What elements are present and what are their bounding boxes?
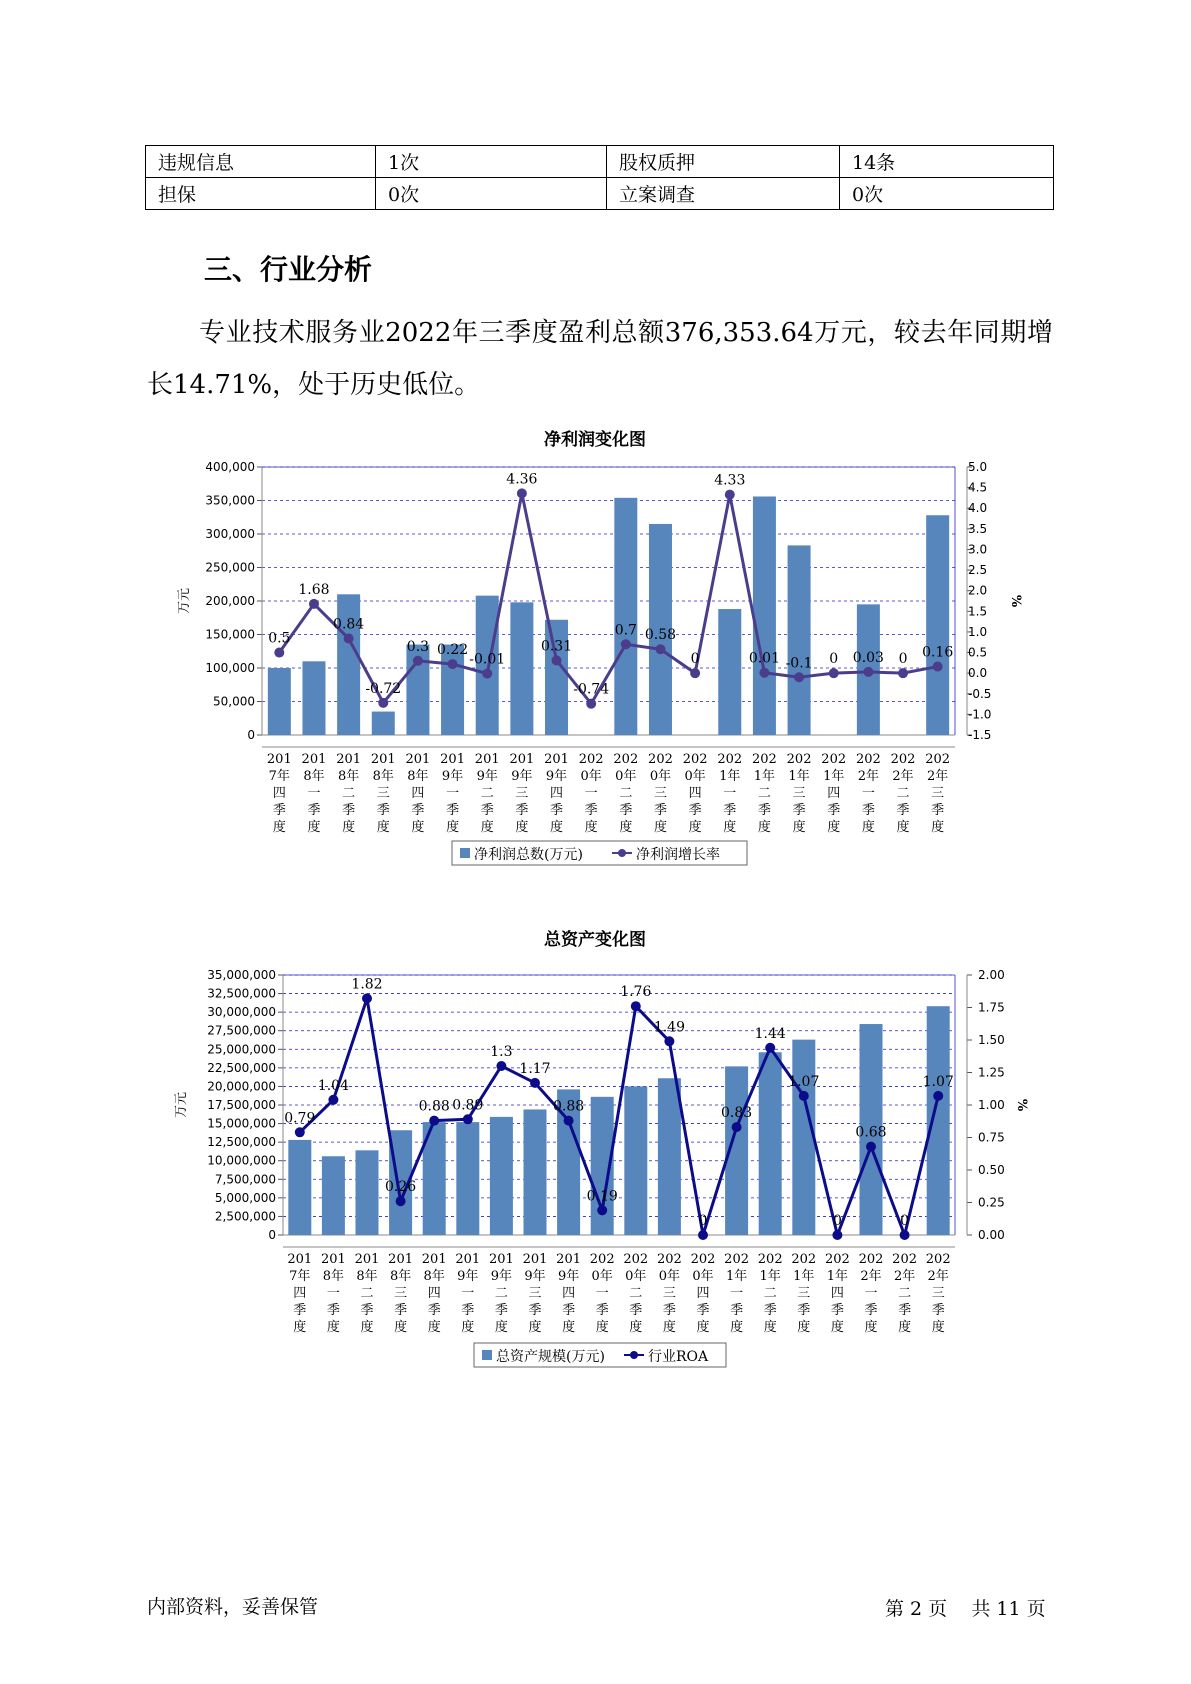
x-tick-label: 202 0年四季度 (690, 1252, 716, 1335)
line-point (759, 668, 769, 678)
line-point (530, 1078, 540, 1088)
x-tick-label: 201 9年一季度 (440, 752, 465, 835)
x-tick-label: 201 8年四季度 (421, 1252, 447, 1335)
y2-tick-label: 3.5 (968, 521, 988, 536)
bar (658, 1078, 681, 1235)
line-point (517, 488, 527, 498)
chart-title: 总资产变化图 (544, 930, 646, 950)
x-tick-label: 202 1年一季度 (724, 1252, 750, 1335)
y2-tick-label: 0.0 (968, 666, 988, 681)
bar (490, 1117, 513, 1235)
bar (456, 1122, 479, 1235)
bar (792, 1040, 815, 1235)
x-tick-label: 202 1年二季度 (757, 1252, 783, 1335)
section-title: 三、行业分析 (204, 253, 373, 286)
table-cell: 立案调查 (607, 178, 840, 210)
bar (545, 620, 568, 735)
y2-tick-label: 2.00 (978, 968, 1005, 982)
y-tick-label: 0 (247, 728, 255, 742)
y2-tick-label: 2.0 (968, 583, 988, 598)
y2-tick-label: 1.0 (968, 624, 988, 639)
data-label: 1.82 (351, 976, 383, 993)
bar (337, 594, 360, 735)
line-point (597, 1205, 607, 1215)
bar (927, 1006, 950, 1235)
x-tick-label: 202 0年三季度 (648, 752, 673, 835)
data-label: 0.58 (644, 627, 677, 644)
legend-label: 行业ROA (648, 1349, 709, 1365)
data-label: 0.01 (748, 650, 781, 667)
x-tick-label: 201 8年二季度 (354, 1252, 380, 1335)
legend-line-marker (618, 849, 626, 857)
y-tick-label: 350,000 (205, 493, 255, 508)
x-tick-label: 201 9年四季度 (556, 1252, 582, 1335)
x-tick-label: 201 9年一季度 (455, 1252, 481, 1335)
line-point (344, 634, 354, 644)
data-label: 0.89 (452, 1097, 484, 1114)
y2-tick-label: 1.25 (978, 1065, 1005, 1080)
y-tick-label: 22,500,000 (207, 1060, 276, 1075)
x-tick-label: 201 8年二季度 (336, 752, 362, 835)
y-tick-label: 12,500,000 (207, 1135, 276, 1150)
data-label: 0.31 (540, 638, 573, 655)
x-tick-label: 201 9年三季度 (509, 752, 535, 835)
table-cell: 1次 (376, 146, 607, 178)
bar (356, 1150, 379, 1235)
data-label: 0.84 (333, 616, 365, 633)
x-tick-label: 202 1年四季度 (821, 752, 847, 835)
x-tick-label: 202 0年二季度 (623, 1252, 649, 1335)
data-label: 0.03 (852, 649, 884, 666)
y-tick-label: 10,000,000 (207, 1153, 276, 1168)
info-table (145, 145, 1054, 210)
line-point (655, 644, 665, 654)
y-tick-label: 35,000,000 (207, 968, 276, 982)
x-tick-label: 202 1年一季度 (717, 752, 743, 835)
data-label: 0 (690, 651, 700, 668)
x-tick-label: 202 0年二季度 (613, 752, 639, 835)
line-point (829, 668, 839, 678)
x-tick-label: 201 8年一季度 (320, 1252, 346, 1335)
series-line (279, 493, 937, 703)
data-label: 1.49 (653, 1019, 685, 1036)
bar (322, 1156, 345, 1235)
legend-label: 净利润增长率 (636, 847, 720, 863)
footer-confidential: 内部资料，妥善保管 (147, 1596, 319, 1618)
y-tick-label: 250,000 (205, 560, 255, 575)
bar (524, 1109, 547, 1235)
data-label: 1.07 (922, 1073, 954, 1090)
line-point (900, 1230, 910, 1240)
summary-paragraph: 专业技术服务业2022年三季度盈利总额376,353.64万元，较去年同期增长14.71%，处于历史低位。 (147, 318, 1053, 400)
total-assets-chart (0, 925, 1191, 1385)
line-point (396, 1196, 406, 1206)
x-tick-label: 202 0年四季度 (682, 752, 708, 835)
data-label: 1.68 (298, 581, 330, 598)
y-tick-label: 32,500,000 (207, 986, 276, 1001)
y2-tick-label: 1.75 (978, 1000, 1005, 1015)
legend-label: 总资产规模(万元) (496, 1349, 605, 1365)
x-tick-label: 201 7年四季度 (266, 752, 292, 835)
data-label: 1.3 (490, 1044, 513, 1060)
x-tick-label: 202 2年二季度 (890, 752, 916, 835)
y2-tick-label: 0.50 (978, 1163, 1005, 1177)
line-point (309, 599, 319, 609)
line-point (799, 1091, 809, 1101)
data-label: 0 (829, 651, 839, 668)
y-tick-label: 50,000 (213, 694, 255, 709)
x-tick-label: 201 9年四季度 (544, 752, 569, 835)
bar (302, 661, 325, 735)
y2-tick-label: 1.50 (978, 1033, 1005, 1047)
chart-title: 净利润变化图 (544, 430, 646, 450)
table-cell: 担保 (146, 178, 376, 210)
y-tick-label: 2,500,000 (214, 1209, 276, 1224)
y2-tick-label: 3.0 (968, 542, 988, 557)
x-tick-label: 202 1年三季度 (786, 752, 812, 835)
line-point (794, 672, 804, 682)
y2-tick-label: 2.5 (968, 563, 988, 578)
y-tick-label: 20,000,000 (207, 1079, 276, 1094)
table-cell: 0次 (840, 178, 1054, 210)
data-label: 0 (900, 1213, 910, 1229)
y-tick-label: 400,000 (205, 460, 255, 474)
x-tick-label: 201 8年三季度 (370, 752, 396, 835)
data-label: 0.26 (385, 1179, 417, 1196)
line-point (690, 668, 700, 678)
bar (718, 609, 741, 735)
net-profit-chart-svg (0, 425, 1191, 885)
y2-tick-label: 5.0 (968, 460, 988, 474)
line-point (725, 490, 735, 500)
x-tick-label: 202 2年一季度 (858, 1252, 884, 1335)
x-tick-label: 202 0年一季度 (578, 752, 604, 835)
data-label: 1.76 (620, 984, 652, 1001)
data-label: -0.74 (573, 681, 610, 698)
data-label: 0.83 (721, 1105, 753, 1122)
y-tick-label: 15,000,000 (207, 1116, 276, 1131)
line-point (482, 669, 492, 679)
y2-axis-label: % (1008, 594, 1023, 608)
data-label: 1.17 (519, 1060, 551, 1077)
data-label: 4.36 (506, 471, 538, 488)
line-point (378, 698, 388, 708)
x-tick-label: 201 9年二季度 (474, 752, 500, 835)
line-point (295, 1127, 305, 1137)
line-point (328, 1095, 338, 1105)
bar (926, 515, 949, 735)
line-point (362, 993, 372, 1003)
y2-tick-label: 0.75 (978, 1130, 1005, 1145)
y-tick-label: 17,500,000 (207, 1098, 276, 1112)
line-point (866, 1142, 876, 1152)
line-point (621, 639, 631, 649)
y2-tick-label: 0.00 (978, 1228, 1005, 1242)
data-label: 0.5 (268, 630, 291, 647)
table-row (146, 146, 1054, 178)
line-point (463, 1114, 473, 1124)
y2-tick-label: -0.5 (968, 686, 992, 701)
table-row (146, 178, 1054, 210)
line-point (832, 1230, 842, 1240)
y2-tick-label: -1.0 (968, 707, 992, 722)
data-label: -0.1 (785, 655, 813, 672)
data-label: 4.33 (714, 472, 746, 489)
line-point (765, 1043, 775, 1053)
table-cell: 违规信息 (146, 146, 376, 178)
bar (441, 645, 464, 735)
y-tick-label: 0 (268, 1228, 276, 1242)
data-label: 0.22 (436, 642, 469, 659)
legend-label: 净利润总数(万元) (474, 847, 583, 863)
legend-line-marker (630, 1351, 638, 1359)
x-tick-label: 201 9年二季度 (488, 1252, 514, 1335)
bar (785, 545, 813, 735)
data-label: 0.79 (284, 1110, 316, 1127)
data-label: 0 (898, 651, 908, 668)
line-point (863, 667, 873, 677)
x-tick-label: 201 8年三季度 (388, 1252, 414, 1335)
data-label: -0.01 (469, 651, 506, 668)
line-point (274, 648, 284, 658)
x-tick-label: 202 1年二季度 (752, 752, 777, 835)
y2-tick-label: 4.0 (968, 501, 988, 516)
y-tick-label: 200,000 (205, 594, 255, 608)
line-point (664, 1036, 674, 1046)
data-label: 0.7 (614, 622, 637, 639)
y-tick-label: 100,000 (205, 661, 255, 675)
data-label: 0 (698, 1213, 708, 1229)
line-point (933, 662, 943, 672)
data-label: 0 (832, 1213, 842, 1229)
line-point (429, 1116, 439, 1126)
y-tick-label: 27,500,000 (207, 1023, 276, 1038)
bar (372, 712, 395, 735)
y-tick-label: 300,000 (205, 527, 255, 541)
x-tick-label: 202 1年四季度 (824, 1252, 850, 1335)
data-label: 0.88 (418, 1098, 450, 1115)
data-label: 0.68 (855, 1124, 887, 1141)
table-cell: 股权质押 (607, 146, 840, 178)
bar (614, 498, 637, 735)
bar (624, 1086, 647, 1235)
line-point (586, 699, 596, 709)
y-axis-label: 万元 (174, 1091, 189, 1119)
x-tick-label: 202 2年三季度 (925, 1252, 951, 1335)
line-point (448, 659, 458, 669)
total-assets-chart-svg (0, 925, 1191, 1385)
x-tick-label: 202 2年一季度 (855, 752, 881, 835)
line-point (631, 1001, 641, 1011)
y2-tick-label: 0.25 (978, 1195, 1005, 1210)
net-profit-chart (0, 425, 1191, 885)
y-tick-label: 5,000,000 (214, 1190, 276, 1205)
bar (288, 1140, 311, 1235)
x-tick-label: 201 8年四季度 (405, 752, 431, 835)
bar (759, 1052, 782, 1235)
y-tick-label: 25,000,000 (207, 1042, 276, 1057)
x-tick-label: 201 9年三季度 (522, 1252, 548, 1335)
y-tick-label: 150,000 (205, 627, 255, 642)
line-point (933, 1091, 943, 1101)
y2-tick-label: 1.00 (978, 1098, 1005, 1112)
y2-axis-label: % (1014, 1098, 1029, 1112)
x-tick-label: 202 2年二季度 (892, 1252, 918, 1335)
y2-tick-label: 1.5 (968, 604, 988, 619)
legend-bar-swatch (482, 1350, 492, 1360)
data-label: 1.04 (317, 1077, 349, 1094)
line-point (496, 1061, 506, 1071)
y2-tick-label: 0.5 (968, 645, 988, 660)
line-point (552, 655, 562, 665)
data-label: 0.19 (586, 1188, 618, 1205)
data-label: 1.07 (788, 1073, 820, 1090)
x-tick-label: 202 2年三季度 (925, 752, 951, 835)
table-cell: 0次 (376, 178, 607, 210)
line-point (898, 668, 908, 678)
x-tick-label: 201 8年一季度 (301, 752, 327, 835)
y-tick-label: 30,000,000 (207, 1005, 276, 1020)
footer-page-number: 第 2 页 共 11 页 (885, 1598, 1046, 1620)
data-label: 1.44 (754, 1025, 786, 1042)
line-point (698, 1230, 708, 1240)
data-label: 0.16 (922, 644, 954, 661)
y-tick-label: 7,500,000 (214, 1172, 276, 1187)
legend-bar-swatch (460, 848, 470, 858)
x-tick-label: 202 0年三季度 (656, 1252, 682, 1335)
line-point (413, 656, 423, 666)
data-label: 0.3 (406, 638, 430, 655)
y-axis-label: 万元 (177, 587, 192, 615)
data-label: -0.72 (365, 680, 402, 697)
line-point (564, 1116, 574, 1126)
data-label: 0.88 (553, 1098, 585, 1115)
x-tick-label: 202 1年三季度 (791, 1252, 817, 1335)
bar (268, 668, 291, 735)
line-point (732, 1122, 742, 1132)
y2-tick-label: 4.5 (968, 480, 988, 495)
x-tick-label: 202 0年一季度 (589, 1252, 615, 1335)
x-tick-label: 201 7年四季度 (287, 1252, 313, 1335)
y2-tick-label: -1.5 (968, 728, 992, 742)
table-cell: 14条 (840, 146, 1054, 178)
bar (510, 602, 533, 735)
bar (753, 496, 776, 735)
